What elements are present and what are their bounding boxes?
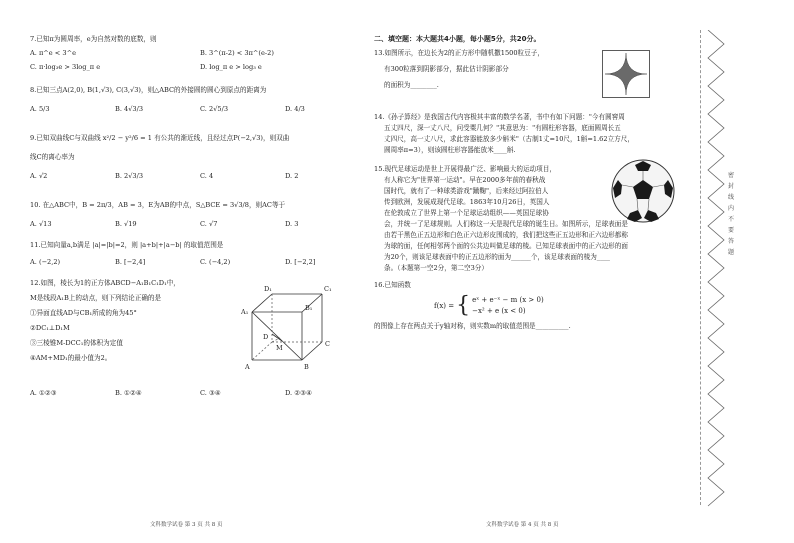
label-a1: A₁: [241, 308, 249, 316]
label-c: C: [325, 340, 330, 348]
q16-function: [434, 295, 694, 317]
q11-option-d: D. [−2,2]: [285, 258, 316, 266]
q12-option-d: D. ②③④: [285, 389, 312, 397]
q8-option-c: C. 2√5/3: [200, 105, 229, 113]
q9-option-d: D. 2: [285, 172, 299, 180]
q13-line-2: 有300粒落到阴影部分，据此估计阴影部分: [384, 65, 509, 73]
left-column: [30, 34, 370, 399]
q15-line-3: 国时代，就有了一种球类游戏"蹴鞠"，后来经过阿拉伯人: [384, 187, 549, 195]
q9-stem-cont: 线C的离心率为: [30, 153, 75, 161]
q15-line-10: 条。（本题第一空2分，第二空3分）: [384, 264, 488, 272]
q11-option-b: B. [−2,4]: [115, 258, 146, 266]
q12-options: [30, 388, 370, 399]
q15-block: [374, 164, 694, 274]
q7-stem: 7.已知π为圆周率，e为自然对数的底数，则: [30, 35, 157, 43]
q13-line-1: 13.如图所示，在边长为2的正方形中随机撒1500粒豆子，: [374, 49, 544, 57]
q12-item-1: ①异面直线AD与CB₁所成的角为45°: [30, 309, 137, 317]
q10-option-c: C. √7: [200, 220, 218, 228]
q15-line-9: 为20个，则该足球表面中的正五边形的面为______个，该足球表面的棱为____: [384, 253, 610, 261]
q15-line-7: 由若干黑色正五边形和白色正六边形皮围成的，我们把这些正五边形和正六边形都称: [384, 231, 628, 239]
label-m: M: [276, 344, 283, 352]
q15-line-8: 为球的面，任何相邻两个面的公共边叫做足球的棱。已知足球表面中的正六边形的面: [384, 242, 628, 250]
seal-line: [700, 30, 702, 505]
q9-stem: 9.已知双曲线C与双曲线 x²/2 − y²/6 = 1 有公共的渐近线，且经过点P(−2,√3)，则双曲: [30, 134, 290, 142]
q12-option-c: C. ③④: [200, 389, 221, 397]
q16-block: [374, 280, 694, 332]
q12-block: [30, 278, 370, 388]
q15-line-2: 有人称它为"世界第一运动"。早在2000多年前的春秋战: [384, 176, 546, 184]
q16-piece-2: −x² + e (x < 0): [472, 307, 526, 315]
soccer-ball-figure: [610, 158, 676, 224]
q11-option-c: C. (−4,2): [200, 258, 231, 266]
q7-option-a: A. π^e < 3^e: [30, 49, 77, 57]
q12-item-4: ④AM+MD₁的最小值为2。: [30, 354, 112, 362]
q8-option-b: B. 4√3/3: [115, 105, 144, 113]
q11-options: [30, 257, 370, 268]
label-b1: B₁: [305, 304, 313, 312]
q14-line-4: 圆周率π=3），则该圆柱形容器能放米____斛.: [384, 146, 516, 154]
q8-options: [30, 104, 370, 115]
q9-option-c: C. 4: [200, 172, 214, 180]
q10-option-b: B. √19: [115, 220, 137, 228]
q16-piece-1: eˣ + e⁻ˣ − m (x > 0): [472, 296, 544, 304]
page-footer-right: 文科数学试卷 第 4 页 共 8 页: [486, 522, 559, 528]
q13-block: [374, 48, 694, 108]
q7-option-d: D. log_π e > log₃ e: [200, 63, 262, 71]
q7-option-b: B. 3^(π-2) < 3π^(e-2): [200, 49, 274, 57]
q16-fname: f(x) =: [434, 302, 455, 310]
q12-option-b: B. ①②④: [115, 389, 142, 397]
q10-option-d: D. 3: [285, 220, 299, 228]
label-a: A: [245, 363, 250, 371]
q16-tail: 的图像上存在两点关于y轴对称，则实数m的取值范围是__________.: [374, 322, 571, 330]
q15-line-6: 会，并统一了足球规则。人们称这一天是现代足球的诞生日。如图所示，足球表面是: [384, 220, 628, 228]
q16-stem: 16.已知函数: [374, 281, 411, 289]
q14-block: [374, 112, 694, 156]
q12-item-2: ②DC₁⊥D₁M: [30, 324, 70, 332]
cube-figure: [230, 280, 342, 372]
right-column: [374, 34, 694, 332]
q11-option-a: A. (−2,2): [30, 258, 61, 266]
q9-option-b: B. 2√3/3: [115, 172, 144, 180]
q14-line-1: 14.《孙子算经》是我国古代内容极其丰富的数学名著，书中有如下问题："今有圆窖周: [374, 113, 625, 121]
q12-option-a: A. ①②③: [30, 389, 57, 397]
label-b: B: [304, 363, 309, 371]
shaded-square-figure: [602, 50, 650, 98]
label-c1: C₁: [324, 285, 332, 293]
q9-options: [30, 171, 370, 182]
q8-option-d: D. 4/3: [285, 105, 305, 113]
q15-line-1: 15.现代足球运动是世上开展得最广泛、影响最大的运动项目，: [374, 165, 556, 173]
q12-item-3: ③三棱锥M-DCC₁的体积为定值: [30, 339, 123, 347]
q10-options: [30, 219, 370, 230]
section-title: 二、填空题：本大题共4小题，每小题5分，共20分。: [374, 35, 541, 43]
q11-stem: 11.已知向量a,b满足 |a|=|b|=2，则 |a+b|+|a−b| 的取值范围是: [30, 241, 224, 249]
q7-options-row2: [30, 62, 370, 73]
seal-notice: 密 封 线 内 不 要 答 题: [727, 172, 734, 256]
q8-option-a: A. 5/3: [30, 105, 50, 113]
q13-line-3: 的面积为________.: [384, 81, 439, 89]
q9-option-a: A. √2: [30, 172, 48, 180]
q10-option-a: A. √13: [30, 220, 52, 228]
page-footer-left: 文科数学试卷 第 3 页 共 8 页: [150, 522, 223, 528]
q15-line-4: 传到欧洲，发展成现代足球。1863年10月26日，英国人: [384, 198, 550, 206]
q14-line-2: 五丈四尺，深一丈八尺，问受粟几何？"其意思为："有圆柱形容器，底面圆周长五: [384, 124, 621, 132]
q7-option-c: C. π·log₃e > 3log_π e: [30, 63, 101, 71]
label-d: D: [263, 333, 269, 341]
q12-stem-cont: M是线段A₁B上的动点，则下列结论正确的是: [30, 294, 162, 302]
q7-options-row1: [30, 48, 370, 59]
q14-line-3: 丈四尺，高一丈八尺，求此容器能放多少斛米"（古制1丈=10尺，1斛=1.62立方尺，: [384, 135, 634, 143]
q8-stem: 8.已知三点A(2,0), B(1,√3), C(3,√3)，则△ABC的外接圆的圆心到原点的距离为: [30, 86, 267, 94]
q12-stem: 12.如图，棱长为1的正方体ABCD−A₁B₁C₁D₁中，: [30, 279, 180, 287]
q10-stem: 10. 在△ABC中，B = 2π/3，AB = 3，E为AB的中点，S△BCE = 3√3/8，则AC等于: [30, 201, 286, 209]
brace-icon: {: [456, 293, 471, 318]
label-d1: D₁: [264, 285, 272, 293]
q15-line-5: 在伦敦成立了世界上第一个足球运动组织——英国足球协: [384, 209, 549, 217]
zigzag-border: [704, 30, 748, 510]
